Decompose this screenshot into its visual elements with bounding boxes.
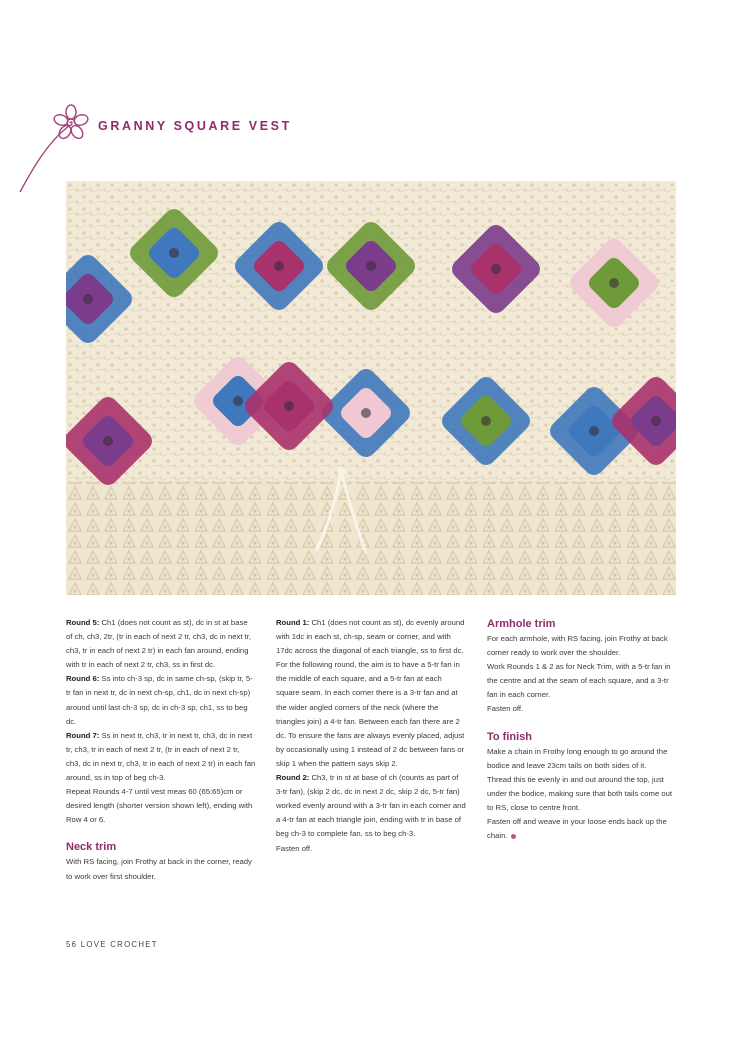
armhole-fasten-text: Fasten off. [487,704,524,714]
neck-round-1-text: Ch1 (does not count as st), dc evenly around with 1dc in each st, ch-sp, seam or corner, and with 17dc across the diagonal of each triangle, ss to first dc. [276,618,465,656]
page-footer: 56 LOVE CROCHET [66,940,158,949]
instructions-column-2 [276,616,466,856]
armhole-text: For each armhole, with RS facing, join Frothy at back corner ready to work over the shoulder. [487,634,668,658]
to-finish-heading: To finish [487,730,533,743]
finish-text-2: Thread this tie evenly in and out around the top, just under the bodice, making sure that both tails come out to RS, close to centre front. [487,774,673,812]
finish-text-3-paragraph [487,815,677,843]
neck-round-2-text: Ch3, tr in st at base of ch (counts as part of 3-tr fan), (skip 2 dc, dc in next 2 dc, skip 2 dc, 5-tr fan) worked evenly around with a 3-tr fan in each corner and a 4-tr fan at each triangle join, ending with tr in base of beg ch-3 to complete fan, ss to beg ch-3. [276,773,466,839]
armhole-text-2: Work Rounds 1 & 2 as for Neck Trim, with a 5-tr fan in the centre and at the seam of each square, and a 3-tr fan in each corner. [487,662,671,700]
neck-round-1-paragraph [276,616,466,658]
neck-round-2-paragraph [276,771,466,841]
round-5-label: Round 5: [66,618,100,627]
round-7-paragraph [66,729,256,785]
round-5-paragraph [66,616,256,672]
finish-text-3: Fasten off and weave in your loose ends back up the chain. [487,817,667,841]
end-dot-icon [511,834,516,839]
repeat-text: Repeat Rounds 4-7 until vest meas 60 (65:65)cm or desired length (shorter version shown left), ending with Row 4 or 6. [66,787,253,825]
armhole-trim-heading: Armhole trim [487,618,556,630]
round-6-paragraph [66,672,256,728]
page-title: GRANNY SQUARE VEST [98,119,292,133]
instructions-column-3 [487,616,677,843]
round-6-label: Round 6: [66,674,100,684]
round-5-text: Ch1 (does not count as st), dc in st at base of ch, ch3, 2tr, (tr in each of next 2 tr, ch3, dc in next tr, ch3, tr in each of next 2 tr) in each fan around, ending with tr in each of next 2 tr, ch3, ss in first dc. [66,618,252,670]
instructions-column-1 [66,616,256,884]
finish-text-1: Make a chain in Frothy long enough to go around the bodice and leave 23cm tails on both sides of it. [487,746,668,770]
following-round-text: For the following round, the aim is to have a 5-tr fan in the middle of each square, and a 5-tr fan at each square seam. In each corner there is a 3-tr fan and at the wider angled corners of the neck (where the triangles join) a 4-tr fan. Between each fan there are 2 dc. To ensure the fans are always evenly placed, adjust by occasionally using 1 instead of 2 dc between fans or skip 1 when the pattern says skip 2. [276,660,465,768]
neck-trim-heading: Neck trim [66,841,117,854]
neck-round-2-label: Round 2: [276,773,310,783]
round-7-label: Round 7: [66,730,100,740]
crochet-vest-photo [66,181,676,595]
fasten-off-text: Fasten off. [276,843,313,853]
neck-round-1-label: Round 1: [276,618,310,627]
round-6-text: Ss into ch-3 sp, dc in same ch-sp, (skip tr, 5-tr fan in next tr, dc in next ch-sp, ch1, dc in next ch-sp) around until last ch-3 sp, dc in ch-3 sp, ch1, ss to beg dc. [66,674,253,726]
neck-trim-text: With RS facing, join Frothy at back in the corner, ready to work over first shoulder. [66,857,252,881]
round-7-text: Ss in next tr, ch3, tr in next tr, ch3, dc in next tr, ch3, tr in each of next 2 tr, (tr in each of next 2 tr, ch3, dc in next tr, ch3, tr in each of next 2 tr) in each fan around, ss in top of beg ch-3. [66,730,256,783]
